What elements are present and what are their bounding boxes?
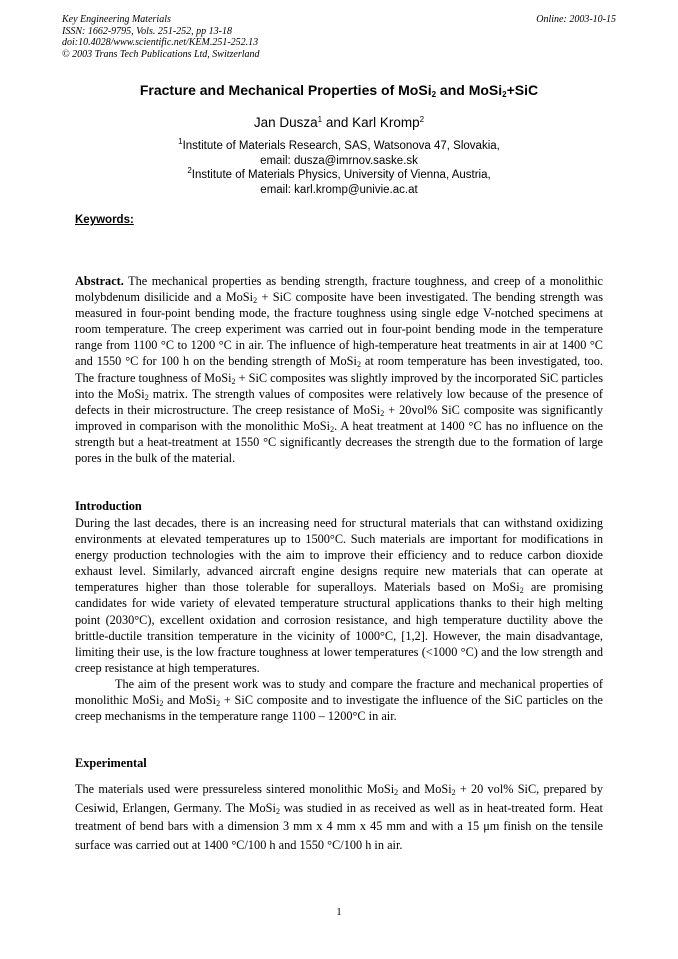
journal-header — [62, 14, 260, 60]
abstract: Abstract. The mechanical properties as bending strength, fracture toughness, and creep of a monolithic molybdenum disilicide and a MoSi$_2$ + SiC composite have been investigated. The bending strength was measured in four-point bending mode, the fracture toughness using single edge V-notched specimens at room temperature. The creep experiment was carried out in four-point bending mode in the temperature range from 1100 °C to 1200 °C in air. The influence of high-temperature heat treatments in air at 1400 °C and 1550 °C for 100 h on the bending strength of MoSi$_2$ at room temperature has been investigated, too. The fracture toughness of MoSi$_2$ + SiC composites was slightly improved by the incorporated SiC particles into the MoSi$_2$ matrix. The strength values of composites were relatively low because of the presence of defects in their microstructure. The creep resistance of MoSi$_2$ + 20vol% SiC composite was significantly improved in comparison with the monolithic MoSi$_2$. A heat treatment at 1400 °C has no influence on the strength but a heat-treatment at 1550 °C significantly decreases the strength due to the formation of large pores in the bulk of the material. — [75, 274, 604, 466]
introduction-paragraph-1: During the last decades, there is an increasing need for structural materials that can withstand oxidizing environments at elevated temperatures up to 1500°C. Such materials are important for modifications in energy production technologies with the aim to improve their efficiency and to reduce carbon dioxide exhaust level. Similarly, advanced aircraft engine designs require new materials that can operate at temperatures higher than those tolerable for superalloys. Materials based on MoSi$_2$ are promising candidates for wide variety of elevated temperature structural applications thanks to their high melting point (2030°C), excellent oxidation and corrosion resistance, and high temperature ductility above the brittle-ductile transition temperature in the vicinity of 1000°C, [1,2]. However, the main disadvantage, limiting their use, is the low fracture toughness at lower temperatures (<1000 °C) and the low strength and creep resistance at high temperatures. — [75, 516, 603, 675]
journal-name: Key Engineering Materials — [62, 14, 171, 25]
doi-line: doi:10.4028/www.scientific.net/KEM.251-252.13 — [62, 37, 259, 48]
affiliation-2: $^2$Institute of Materials Physics, University of Vienna, Austria, email: karl.kromp@univie.ac.at — [187, 166, 491, 196]
paper-title: Fracture and Mechanical Properties of MoSi$_2$ and MoSi$_2$+SiC — [139, 82, 539, 99]
issn-line: ISSN: 1662-9795, Vols. 251-252, pp 13-18 — [62, 25, 232, 37]
author-list: Jan Dusza$^1$ and Karl Kromp$^2$ — [253, 115, 425, 130]
keywords-label: Keywords: — [75, 214, 134, 226]
experimental-body: The materials used were pressureless sintered monolithic MoSi$_2$ and MoSi$_2$ + 20 vol% SiC, prepared by Cesiwid, Erlangen, Germany. The MoSi$_2$ was studied in as received as well as in heat-treated form. Heat treatment of bend bars with a dimension 3 mm x 4 mm x 45 mm and with a 15 μm finish on the tensile surface was carried out at 1400 °C/100 h and 1550 °C/100 h in air. — [75, 782, 603, 852]
experimental-heading: Experimental — [75, 756, 147, 770]
introduction-paragraph-2: The aim of the present work was to study and compare the fracture and mechanical properties of monolithic MoSi$_2$ and MoSi$_2$ + SiC composite and to investigate the influence of the SiC particles on the creep mechanisms in the temperature range 1100 – 1200°C in air. — [75, 676, 603, 724]
introduction-heading: Introduction — [75, 499, 142, 513]
introduction-body — [75, 515, 603, 724]
online-date: Online: 2003-10-15 — [536, 14, 616, 25]
copyright-line: © 2003 Trans Tech Publications Ltd, Switzerland — [62, 48, 260, 60]
affiliation-1: $^1$Institute of Materials Research, SAS, Watsonova 47, Slovakia, email: dusza@imrnov.saske.sk — [178, 137, 500, 167]
page-number: 1 — [336, 906, 342, 918]
